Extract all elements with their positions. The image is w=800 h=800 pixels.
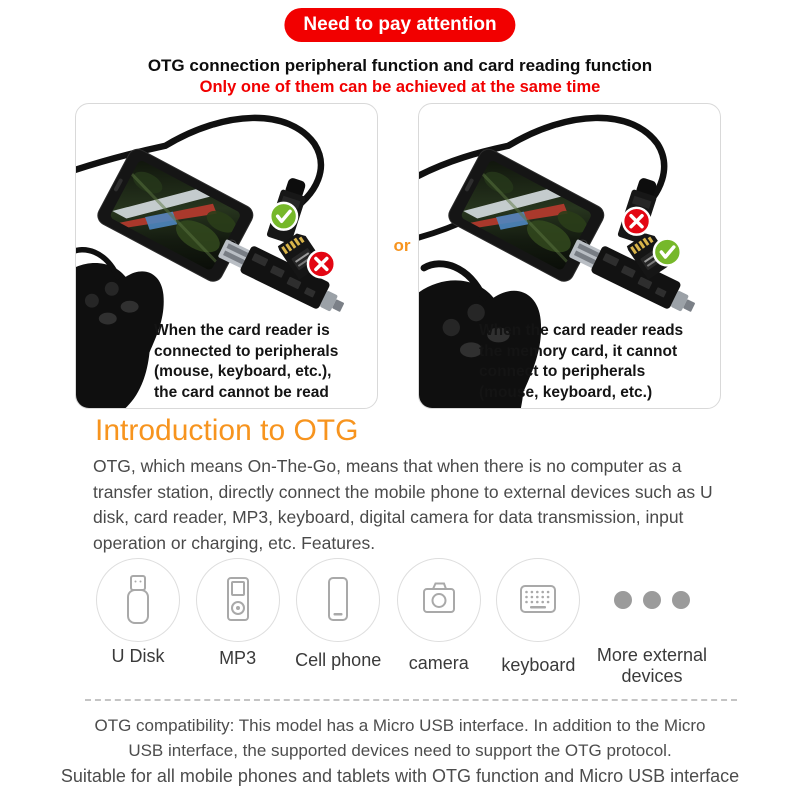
phone-illustration [445, 146, 607, 285]
right-caption [479, 321, 717, 403]
device-label: Cell phone [295, 650, 382, 670]
mp3-player-icon [196, 558, 280, 642]
x-icon [623, 208, 650, 235]
attention-badge: Need to pay attention [284, 8, 515, 42]
headline: OTG connection peripheral function and card reading function [147, 56, 653, 75]
device-label: keyboard [501, 655, 576, 675]
more-devices-dots [614, 558, 690, 642]
suitability-text: Suitable for all mobile phones and tablets with OTG function and Micro USB interface [60, 766, 740, 786]
keyboard-icon [496, 558, 580, 642]
device-label: camera [408, 653, 469, 673]
device-label: More external devices [596, 645, 707, 686]
caption-line: (mouse, keyboard, etc.) [479, 383, 653, 401]
device-cell-phone [295, 558, 381, 687]
comparison-image-left [75, 103, 378, 409]
device-u-disk [96, 558, 180, 687]
caption-line: When the card reader is [154, 322, 330, 339]
or-label: or [393, 236, 411, 255]
device-camera [397, 558, 481, 687]
caption-line: connected to peripherals [154, 342, 339, 360]
device-more [596, 558, 708, 687]
comparison-image-right [418, 103, 721, 409]
game-controller-icon [76, 250, 164, 408]
device-keyboard [496, 558, 580, 687]
cell-phone-icon [296, 558, 380, 642]
caption-line: When the card reader reads [479, 322, 684, 339]
check-icon [270, 203, 297, 230]
devices-row [96, 558, 708, 687]
caption-line: the memory card, it cannot [479, 342, 678, 360]
caption-line: the card cannot be read [154, 383, 329, 401]
device-mp3 [196, 558, 280, 687]
left-caption [154, 321, 374, 403]
usb-drive-icon [96, 558, 180, 642]
caption-line: connect to peripherals [479, 363, 646, 380]
phone-illustration [94, 146, 256, 285]
warning-text: Only one of them can be achieved at the same time [199, 78, 601, 96]
check-icon [654, 239, 681, 266]
dashed-divider [85, 699, 737, 701]
x-icon [308, 251, 335, 278]
compatibility-text: OTG compatibility: This model has a Micro USB interface. In addition to the Micro USB interface, the supported devices need to support the OTG protocol. [94, 716, 706, 760]
device-label: U Disk [111, 646, 165, 666]
device-label: MP3 [219, 648, 257, 668]
caption-line: (mouse, keyboard, etc.), [154, 363, 332, 380]
intro-body: OTG, which means On-The-Go, means that when there is no computer as a transfer station, directly connect the mobile phone to external devices such as U disk, card reader, MP3, keyboard, digital camera for data transmission, input operation or charging, etc. Features. [93, 456, 713, 553]
intro-title: Introduction to OTG [95, 414, 359, 447]
camera-icon [397, 558, 481, 642]
